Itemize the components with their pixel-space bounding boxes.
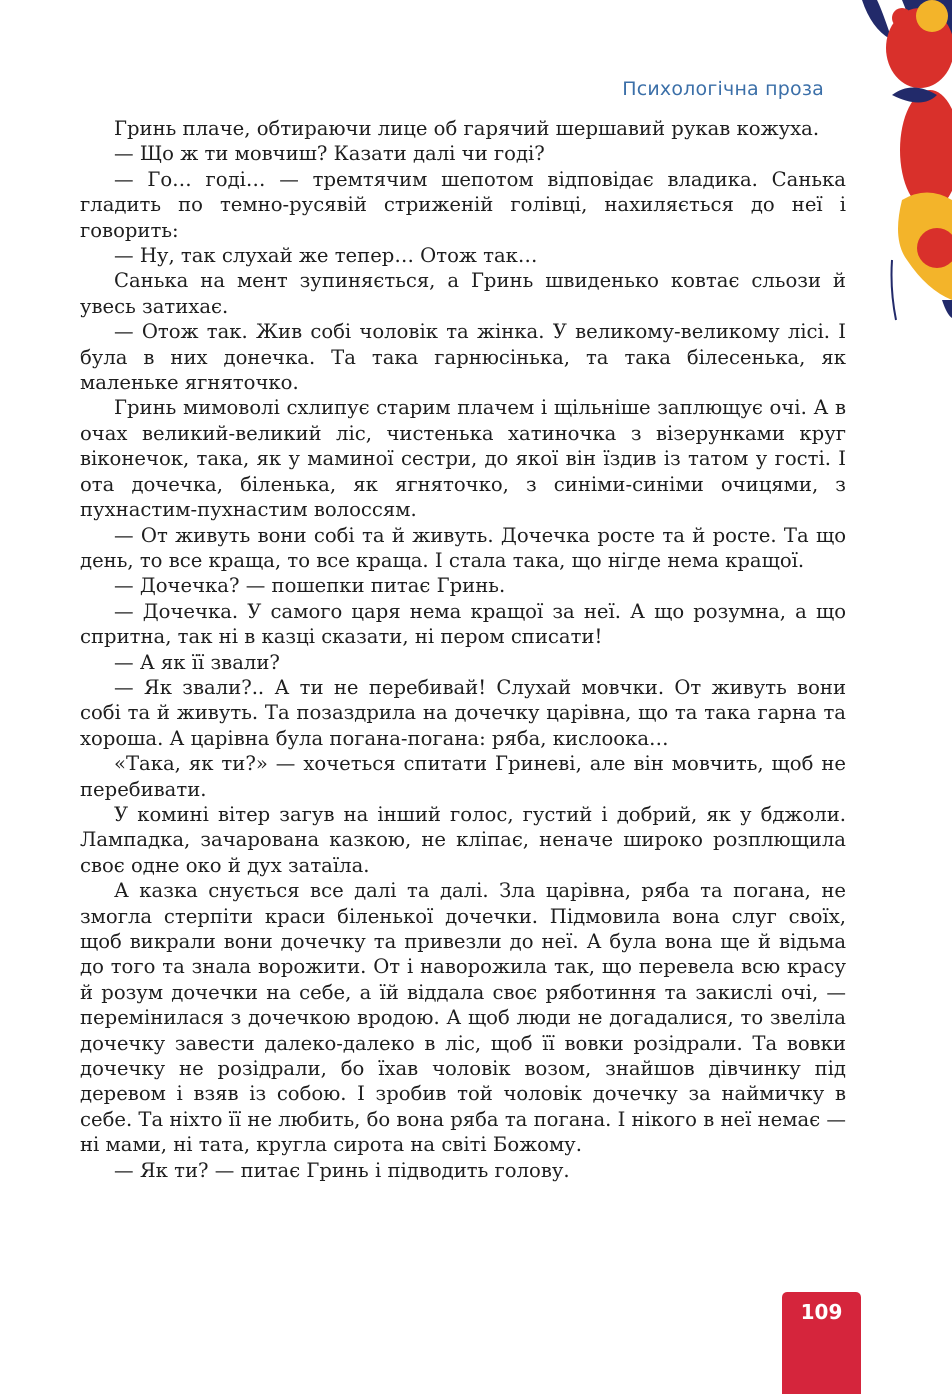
paragraph: — От живуть вони собі та й живуть. Дочечка росте та й росте. Та що день, то все краща, то все краща. І стала така, що нігде нема кращої. <box>80 523 846 572</box>
page-number: 109 <box>800 1300 843 1324</box>
paragraph: — Дочечка? — пошепки питає Гринь. <box>114 574 506 598</box>
section-title: Психологічна проза <box>622 78 824 100</box>
paragraph: — Що ж ти мовчиш? Казати далі чи годі? <box>114 142 545 166</box>
paragraph: — Дочечка. У самого царя нема кращої за неї. А що розумна, а що спритна, так ні в казці сказати, ні пером списати! <box>80 599 846 649</box>
floral-decoration <box>832 0 952 330</box>
paragraph: — Го… годі… — тремтячим шепотом відповідає владика. Санька гладить по темно-русявій стриженій голівці, нахиляється до неї і говорить: <box>80 167 846 242</box>
paragraph: — Отож так. Жив собі чоловік та жінка. У великому-великому лісі. І була в них донечка. Та така гарнюсінька, та така білесенька, як маленьке ягняточко. <box>80 320 846 395</box>
paragraph: — Ну, так слухай же тепер… Отож так… <box>114 244 538 268</box>
paragraph: «Така, як ти?» — хочеться спитати Гриневі, але він мовчить, щоб не перебивати. <box>80 752 846 801</box>
page-number-badge <box>782 1292 861 1394</box>
paragraph: — Як ти? — питає Гринь і підводить голову. <box>114 1158 570 1182</box>
paragraph: — Як звали?.. А ти не перебивай! Слухай мовчки. От живуть вони собі та й живуть. Та позаздрила на дочечку царівна, що та така гарна та хороша. А царівна була погана-погана: ряба, кислоока… <box>80 675 846 750</box>
body-text <box>80 116 846 1183</box>
paragraph: А казка снується все далі та далі. Зла царівна, ряба та погана, не змогла стерпіти краси біленької дочечки. Підмовила вона слуг своїх, щоб викрали вони дочечку та привезли до неї. А була вона ще й відьма до того та знала ворожити. От і наворожила так, що перевела всю красу й розум дочечки на себе, а їй віддала своє ряботиння та закислі очі, — перемінилася з дочечкою вродою. А щоб люди не догадалися, то звеліла дочечку завести далеко-далеко в ліс, щоб її вовки розідрали. Та вовки дочечку не розідрали, бо їхав чоловік возом, знайшов дівчинку під деревом і взяв із собою. І зробив той чоловік дочечку за наймичку в себе. Та ніхто її не любить, бо вона ряба та погана. І нікого в неї немає — ні мами, ні тата, кругла сирота на світі Божому. <box>80 879 846 1157</box>
paragraph: Гринь плаче, обтираючи лице об гарячий шершавий рукав кожуха. <box>114 117 820 140</box>
paragraph: Санька на мент зупиняється, а Гринь швиденько ковтає сльози й увесь затихає. <box>80 269 846 318</box>
paragraph: Гринь мимоволі схлипує старим плачем і щільніше заплющує очі. А в очах великий-великий ліс, чистенька хатиночка з візерунками круг віконечок, така, як у маминої сестри, до якої він їздив із татом у гості. І ота дочечка, біленька, як ягняточко, з синіми-синіми очицями, з пухнастим-пухнастим волоссям. <box>80 396 846 522</box>
paragraph: — А як її звали? <box>114 650 280 674</box>
paragraph: У комині вітер загув на інший голос, густий і добрий, як у бджоли. Лампадка, зачарована казкою, не кліпає, неначе широко розплющила своє одне око й дух затаїла. <box>80 802 846 877</box>
